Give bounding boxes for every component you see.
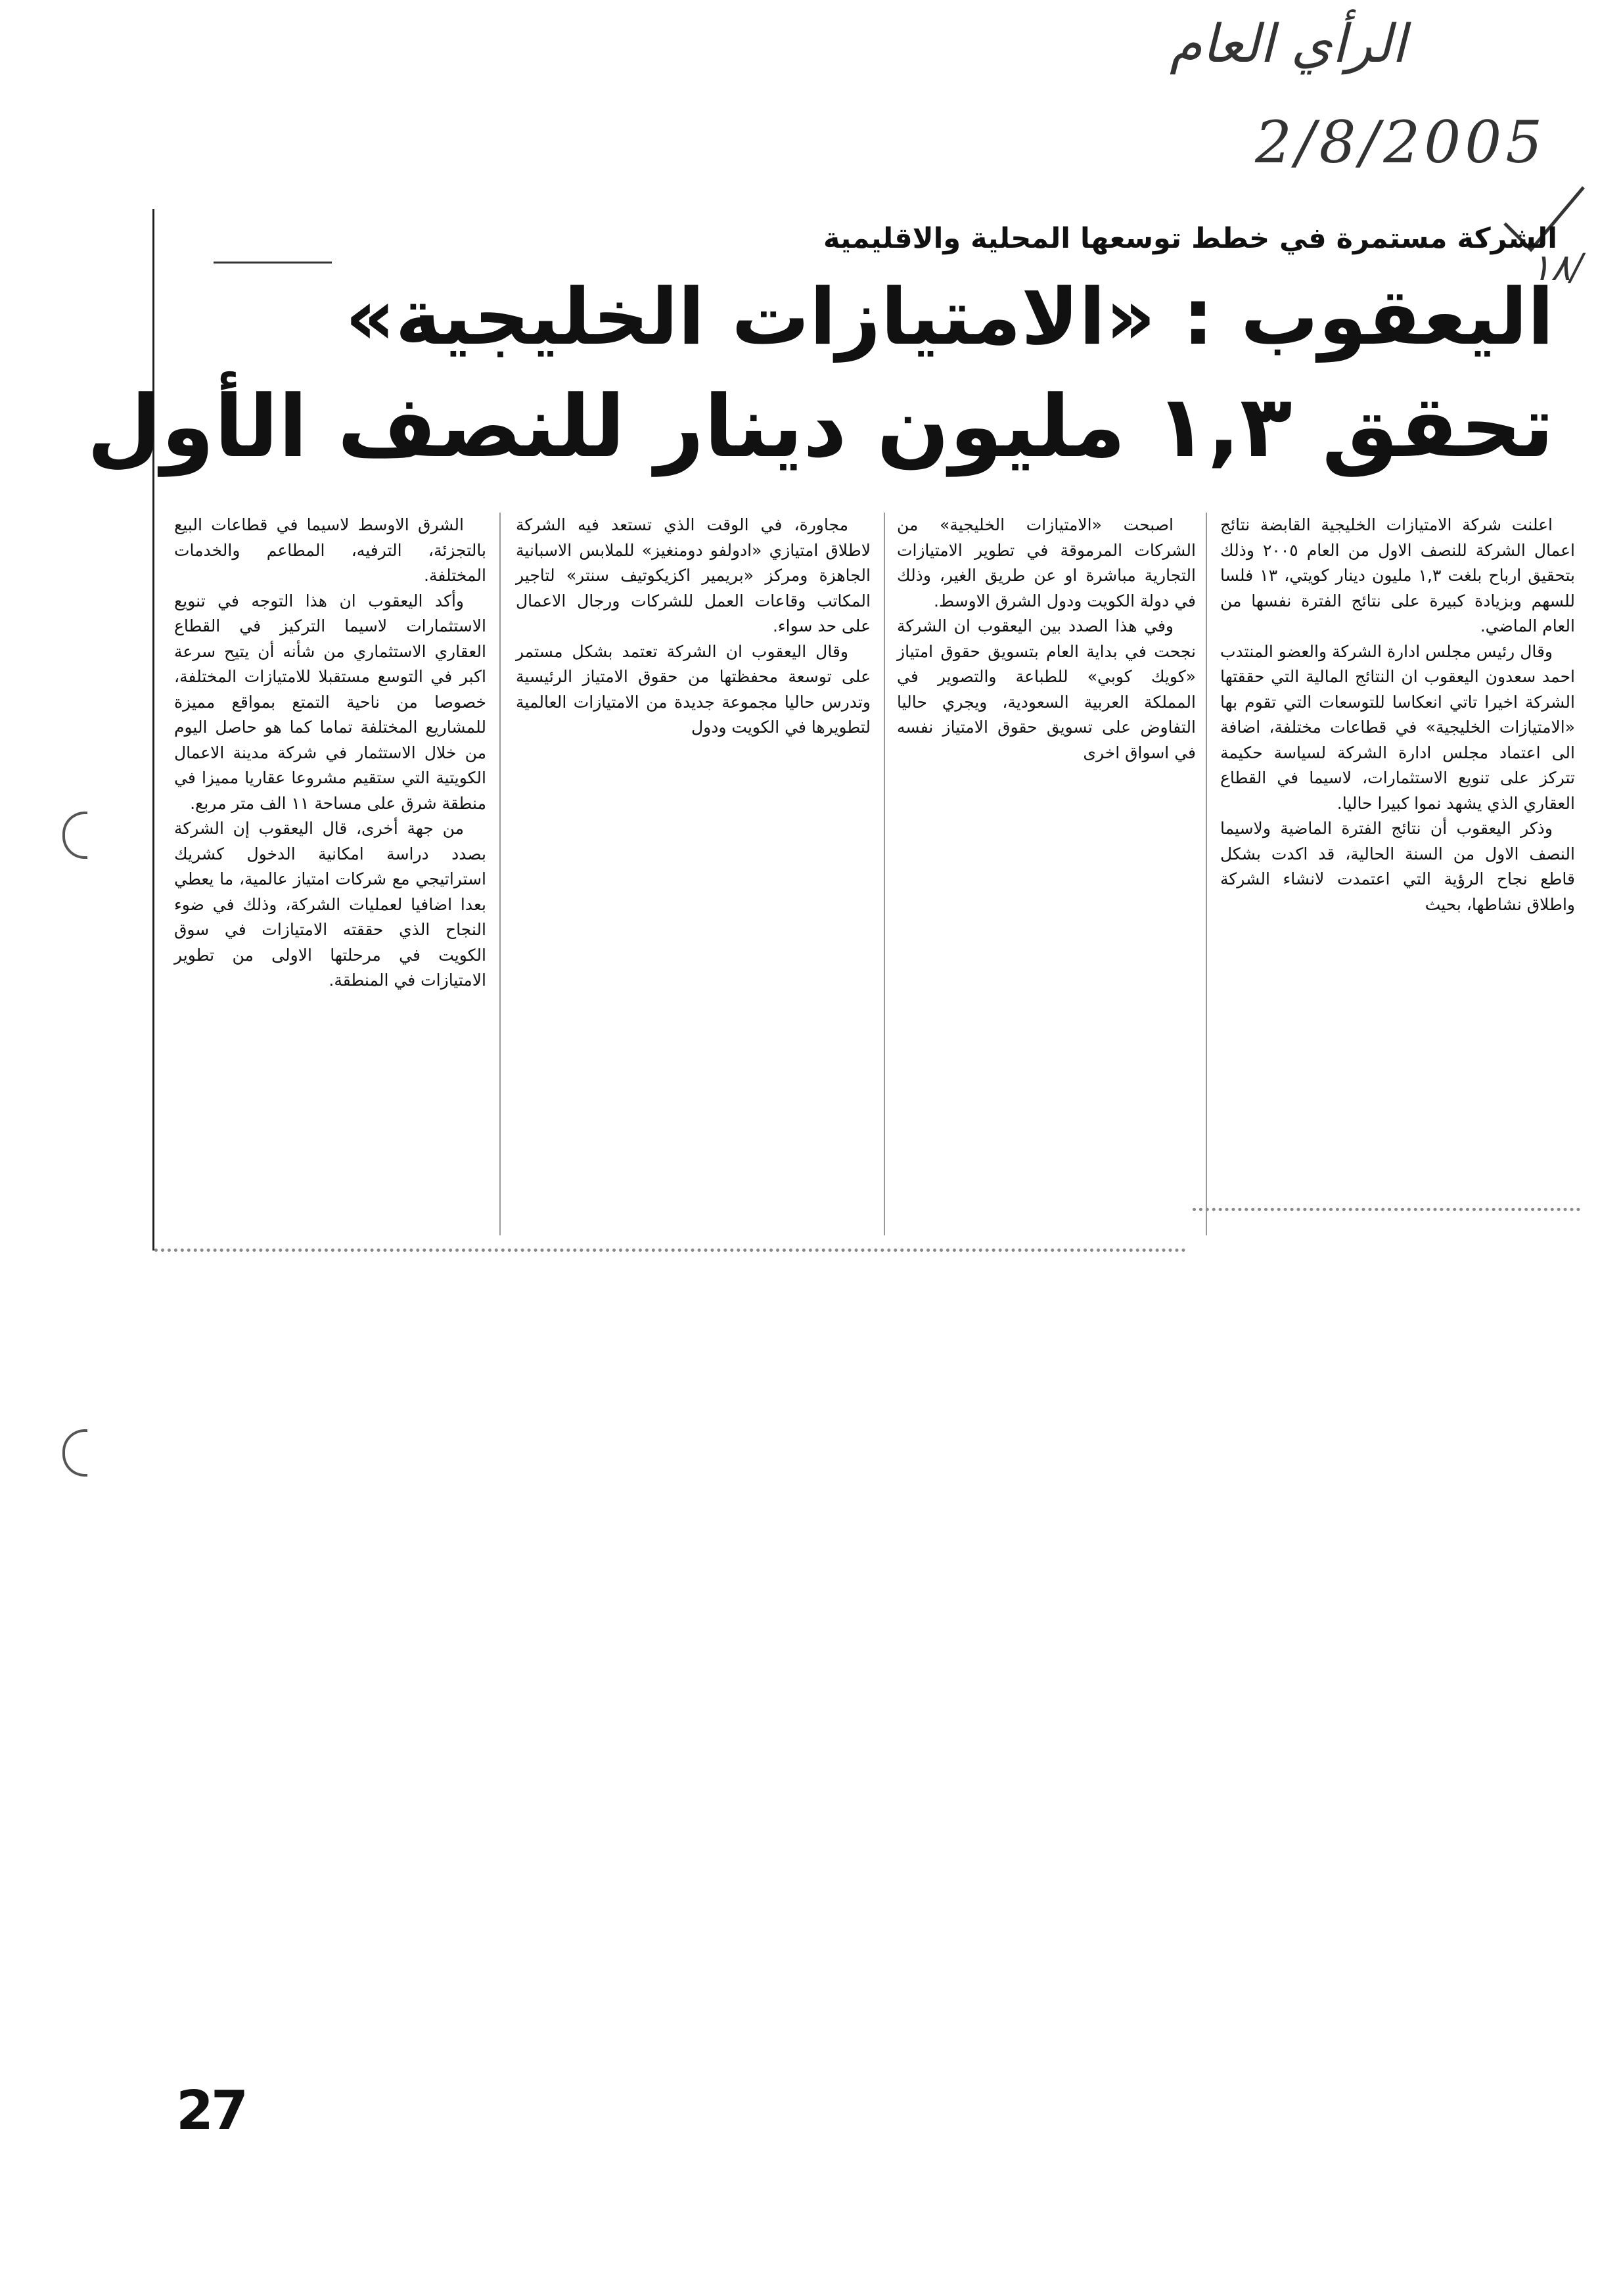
paragraph: الشرق الاوسط لاسيما في قطاعات البيع بالتجزئة، الترفيه، المطاعم والخدمات المختلفة.: [174, 515, 486, 585]
headline-line-1: اليعقوب : «الامتيازات الخليجية»: [345, 271, 1554, 362]
paragraph: وقال اليعقوب ان الشركة تعتمد بشكل مستمر على توسعة محفظتها من حقوق الامتياز الرئيسية وتدرس حاليا مجموعة جديدة من الامتيازات العالمية لتطويرها في الكويت ودول: [516, 641, 871, 737]
paragraph: وقال رئيس مجلس ادارة الشركة والعضو المنتدب احمد سعدون اليعقوب ان النتائج المالية التي حققتها الشركة اخيرا تاتي انعكاسا للتوسعات التي تقوم بها «الامتيازات الخليجية» في قطاعات مختلفة، اضافة الى اعتماد مجلس ادارة الشركة لسياسة حكيمة تتركز على تنويع الاستثمارات، لاسيما في القطاع العقاري الذي يشهد نموا كبيرا حاليا.: [1220, 641, 1575, 813]
article-column-4: [174, 513, 486, 994]
article-column-1: [1220, 513, 1575, 917]
column-divider: [1206, 513, 1207, 1235]
clipping-cut-edge: [1193, 1208, 1580, 1211]
article-kicker: الشركة مستمرة في خطط توسعها المحلية والاقليمية: [823, 222, 1557, 255]
paragraph: وأكد اليعقوب ان هذا التوجه في تنويع الاستثمارات لاسيما التركيز في القطاع العقاري الاستثماري من شأنه أن يتيح سرعة اكبر في التوسع مستقبلا للامتيازات المختلفة، خصوصا من ناحية التمتع بمواقع مميزة للمشاريع المختلفة تماما كما هو حاصل اليوم من خلال الاستثمار في شركة مدينة الاعمال الكويتية التي ستقيم مشروعا عقاريا مميزا في منطقة شرق على مساحة ١١ الف متر مربع.: [174, 591, 486, 813]
article-column-3: [516, 513, 871, 741]
article-column-2: [897, 513, 1196, 766]
column-divider: [499, 513, 501, 1235]
clipping-cut-edge: [154, 1249, 1186, 1252]
punch-hole-icon: [62, 812, 87, 859]
handwritten-side-note: ١٨/: [1531, 246, 1584, 289]
paragraph: وفي هذا الصدد بين اليعقوب ان الشركة نجحت في بداية العام بتسويق حقوق امتياز «كويك كوبي» للطباعة والتصوير في المملكة العربية السعودية، ويجري حاليا التفاوض على تسويق حقوق الامتياز نفسه في اسواق اخرى: [897, 616, 1196, 762]
punch-hole-icon: [62, 1429, 87, 1477]
paragraph: من جهة أخرى، قال اليعقوب إن الشركة بصدد دراسة امكانية الدخول كشريك استراتيجي مع شركات امتياز عالمية، ما يعطي بعدا اضافيا لعمليات الشركة، وذلك في ضوء النجاح الذي حققته الامتيازات في سوق الكويت في مرحلتها الاولى من تطوير الامتيازات في المنطقة.: [174, 819, 486, 990]
article-clipping: [87, 209, 1580, 1251]
handwritten-date: 2/8/2005: [1255, 108, 1547, 176]
paragraph: وذكر اليعقوب أن نتائج الفترة الماضية ولاسيما النصف الاول من السنة الحالية، قد اكدت بشكل قاطع نجاح الرؤية التي اعتمدت لانشاء الشركة واطلاق نشاطها، بحيث: [1220, 819, 1575, 914]
paragraph: اعلنت شركة الامتيازات الخليجية القابضة نتائج اعمال الشركة للنصف الاول من العام ٢٠٠٥ وذلك بتحقيق ارباح بلغت ١,٣ مليون دينار كويتي، ١٣ فلسا للسهم وبزيادة كبيرة على نتائج الفترة نفسها من العام الماضي.: [1220, 515, 1576, 635]
headline-rule: [214, 262, 332, 264]
page-number: 27: [176, 2080, 246, 2142]
handwritten-newspaper-name: الرأي العام: [1170, 13, 1407, 74]
paragraph: مجاورة، في الوقت الذي تستعد فيه الشركة لاطلاق امتيازي «ادولفو دومنغيز» للملابس الاسبانية الجاهزة ومركز «بريمير اكزيكوتيف سنتر» لتاجير المكاتب وقاعات العمل للشركات ورجال الاعمال على حد سواء.: [516, 515, 871, 635]
headline-line-2: تحقق ١,٣ مليون دينار للنصف الأول: [87, 377, 1554, 476]
paragraph: اصبحت «الامتيازات الخليجية» من الشركات المرموقة في تطوير الامتيازات التجارية مباشرة او عن طريق الغير، وذلك في دولة الكويت ودول الشرق الاوسط.: [897, 515, 1196, 610]
column-divider: [884, 513, 885, 1235]
